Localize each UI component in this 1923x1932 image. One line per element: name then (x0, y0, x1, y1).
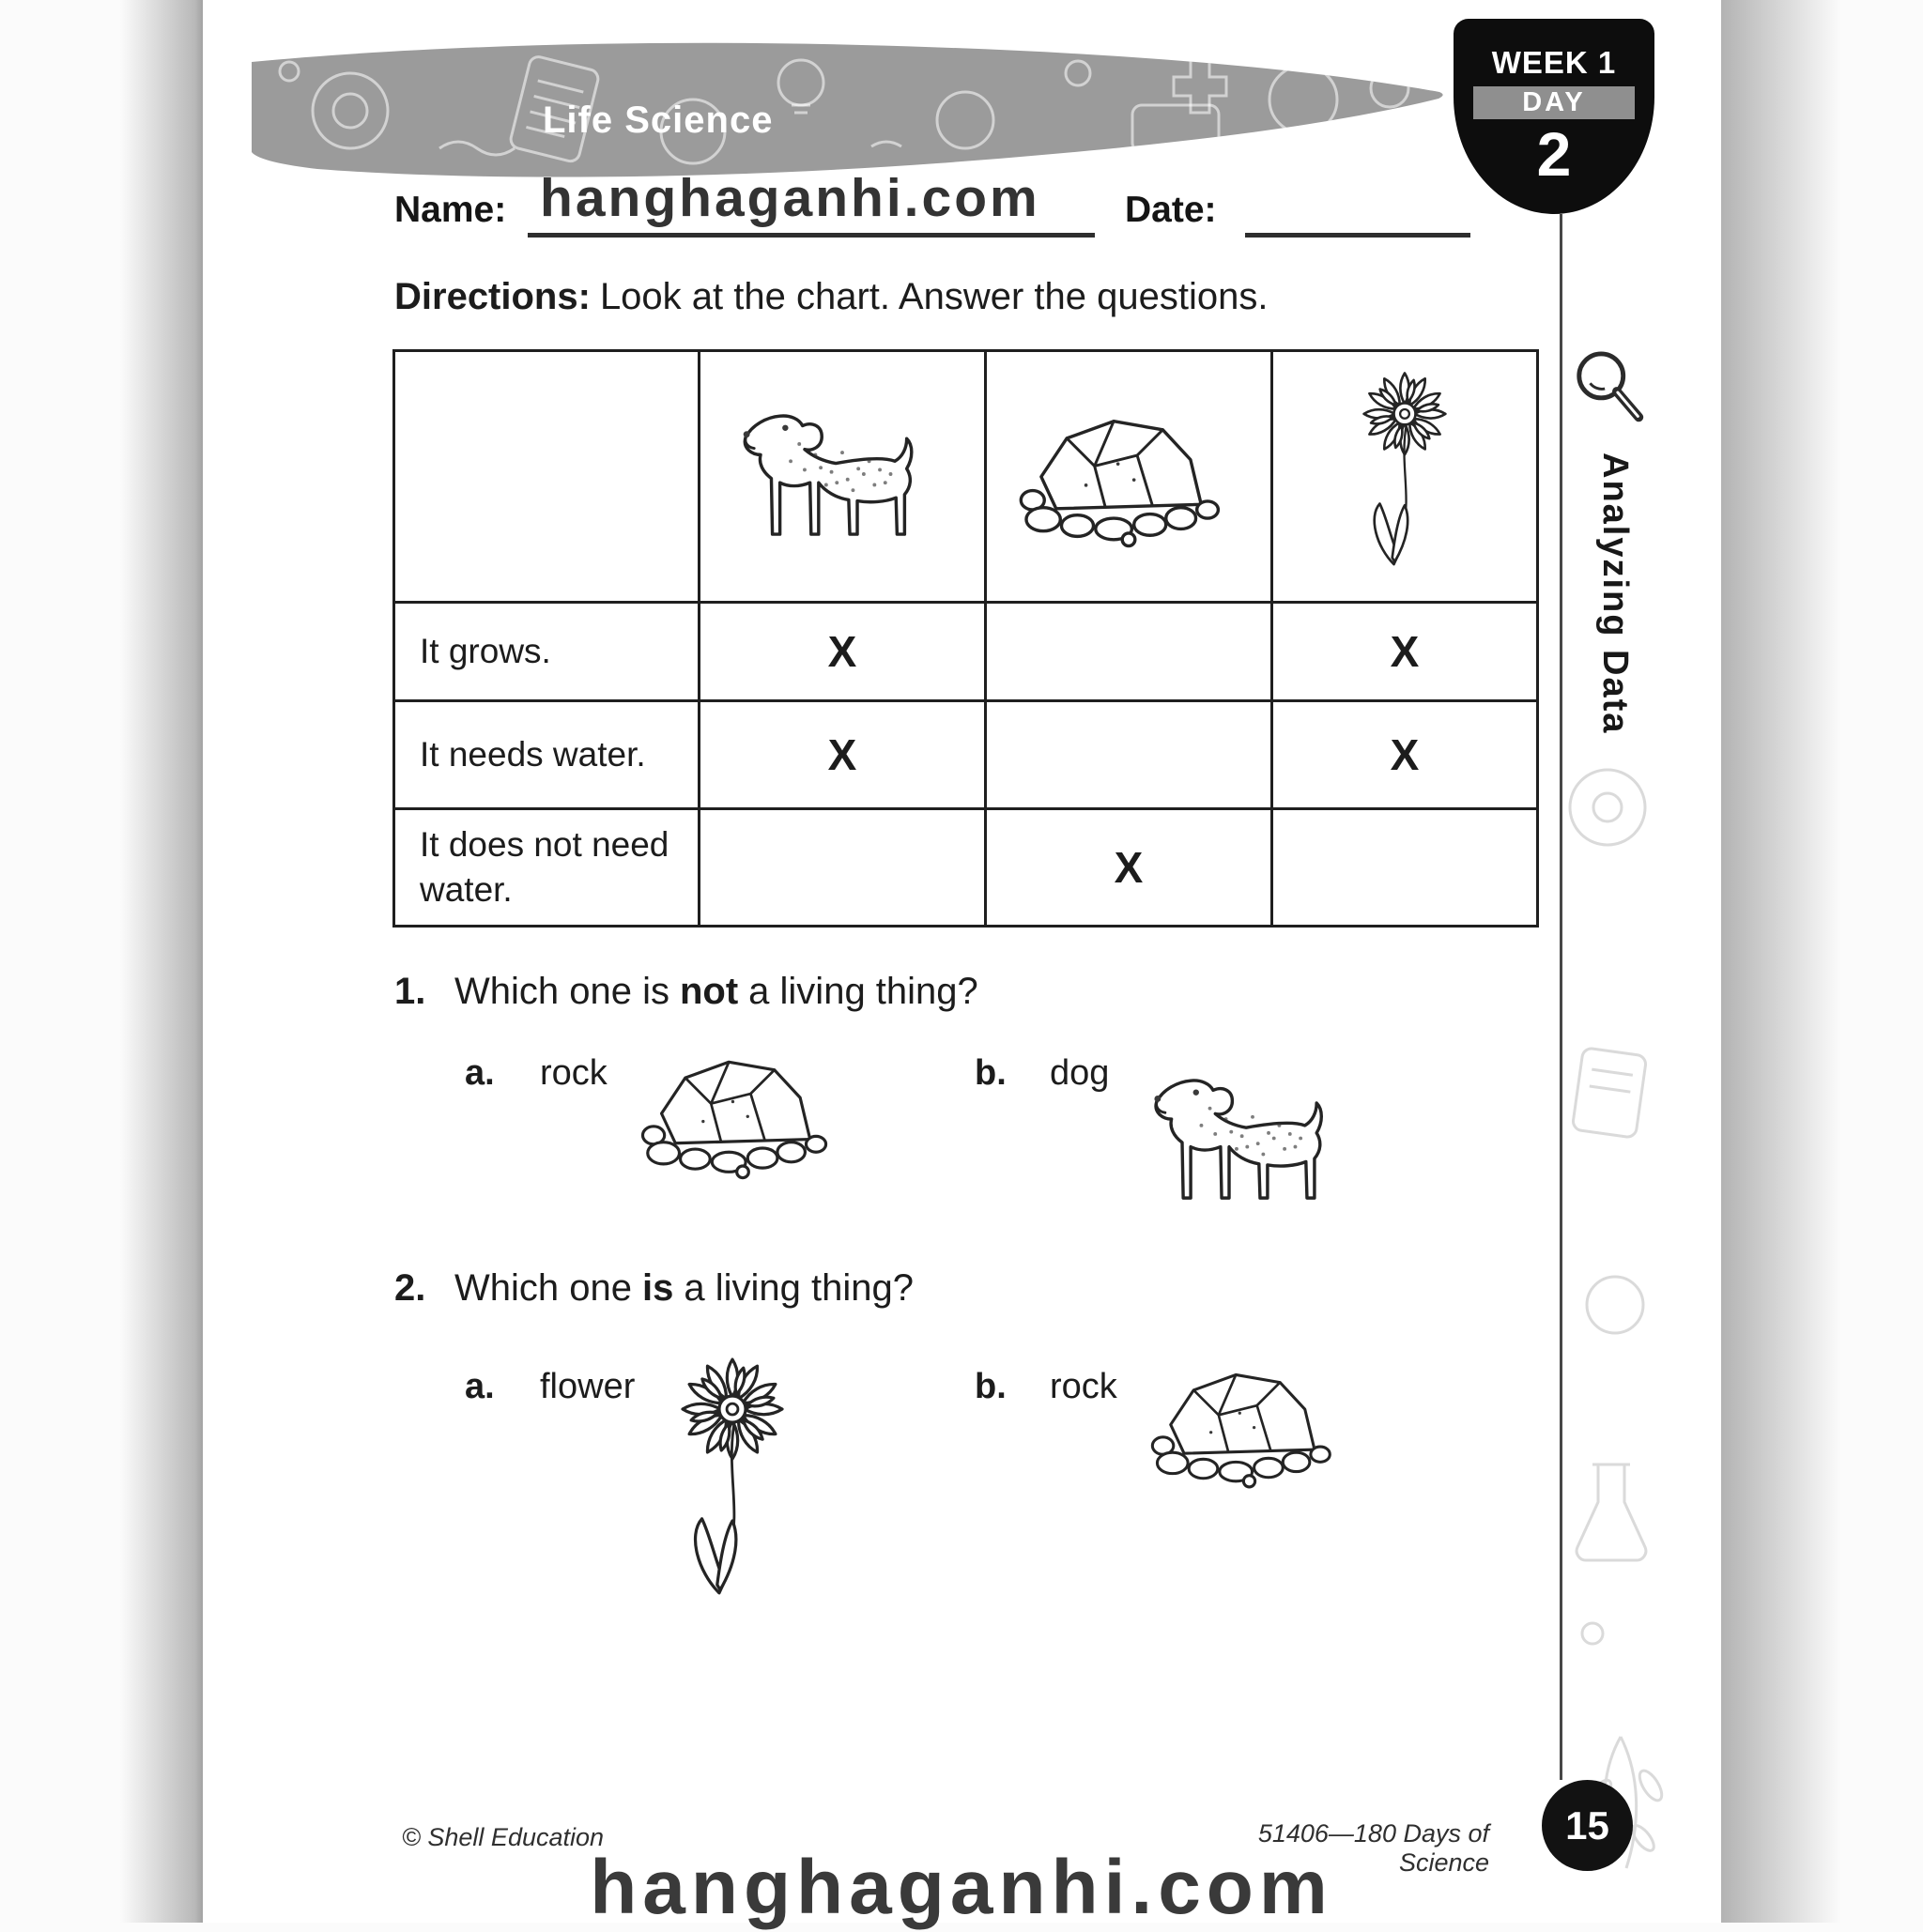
option-label: dog (1050, 1053, 1110, 1093)
sidebar-divider (1560, 214, 1562, 1780)
row-label: It needs water. (394, 701, 700, 809)
badge-week-label: WEEK 1 (1491, 45, 1617, 80)
badge-day-band (1473, 86, 1635, 119)
question-text: Which one is not a living thing? (454, 971, 978, 1012)
dog-image (1135, 1042, 1370, 1234)
page-edge-shadow-right (1721, 0, 1862, 1923)
option-letter: b. (975, 1367, 1007, 1406)
mark-cell-dog (700, 809, 986, 927)
question-number: 1. (394, 971, 426, 1012)
chart-col-flower (1272, 351, 1538, 603)
option-letter: b. (975, 1053, 1007, 1093)
chart-col-dog (700, 351, 986, 603)
chart-corner-cell (394, 351, 700, 603)
footer-edition: 51406—180 Days of Science (1257, 1819, 1489, 1877)
footer-copyright: © Shell Education (402, 1823, 605, 1851)
watermark-top: hanghaganhi.com (540, 168, 1040, 228)
flower-image (1346, 362, 1463, 587)
question-number: 2. (394, 1267, 426, 1309)
page-number: 15 (1565, 1802, 1609, 1848)
sidebar-doodle-pattern (1564, 526, 1722, 1915)
mark-cell-flower: X (1272, 701, 1538, 809)
q2-option-b[interactable] (975, 1367, 1355, 1490)
directions-text: Look at the chart. Answer the questions. (599, 276, 1269, 317)
mark-cell-rock (986, 603, 1272, 701)
chart-row-it-needs-water (394, 701, 1538, 809)
rock-image (1144, 1356, 1355, 1490)
page-edge-shadow-left (120, 0, 203, 1923)
living-things-chart (392, 349, 1539, 928)
chart-row-does-not-need-water (394, 809, 1538, 927)
mark-cell-rock: X (986, 809, 1272, 927)
mark-cell-rock (986, 701, 1272, 809)
mark-cell-dog: X (700, 603, 986, 701)
question-1 (394, 971, 978, 1013)
row-label: It does not need water. (394, 809, 700, 927)
mark-cell-dog: X (700, 701, 986, 809)
question-text: Which one is a living thing? (454, 1267, 914, 1309)
option-letter: a. (465, 1053, 495, 1093)
option-label: rock (540, 1053, 608, 1093)
option-label: flower (540, 1367, 636, 1406)
q1-option-b[interactable] (975, 1053, 1370, 1234)
date-label: Date: (1125, 190, 1217, 230)
flower-image (661, 1346, 804, 1620)
sidebar-skill-label: Analyzing Data (1595, 452, 1635, 735)
q1-option-a[interactable] (465, 1053, 852, 1181)
mark-cell-flower (1272, 809, 1538, 927)
name-input-line[interactable] (528, 186, 1095, 238)
chart-row-it-grows (394, 603, 1538, 701)
option-letter: a. (465, 1367, 495, 1406)
chart-header-row (394, 351, 1538, 603)
option-label: rock (1050, 1367, 1117, 1406)
name-label: Name: (394, 190, 507, 230)
directions-label: Directions: (394, 276, 591, 317)
page-title: Life Science (543, 100, 774, 141)
question-2 (394, 1267, 914, 1310)
rock-image (1011, 400, 1246, 549)
date-input-line[interactable] (1245, 186, 1470, 238)
q2-option-a[interactable] (465, 1367, 804, 1620)
directions (394, 276, 1521, 318)
chart-col-rock (986, 351, 1272, 603)
dog-image (724, 377, 961, 571)
mark-cell-flower: X (1272, 603, 1538, 701)
watermark-bottom: hanghaganhi.com (590, 1845, 1333, 1930)
rock-image (634, 1042, 852, 1181)
badge-day-label: DAY (1522, 87, 1586, 117)
magnifying-glass-icon (1570, 345, 1653, 439)
badge-day-number: 2 (1536, 119, 1572, 189)
row-label: It grows. (394, 603, 700, 701)
